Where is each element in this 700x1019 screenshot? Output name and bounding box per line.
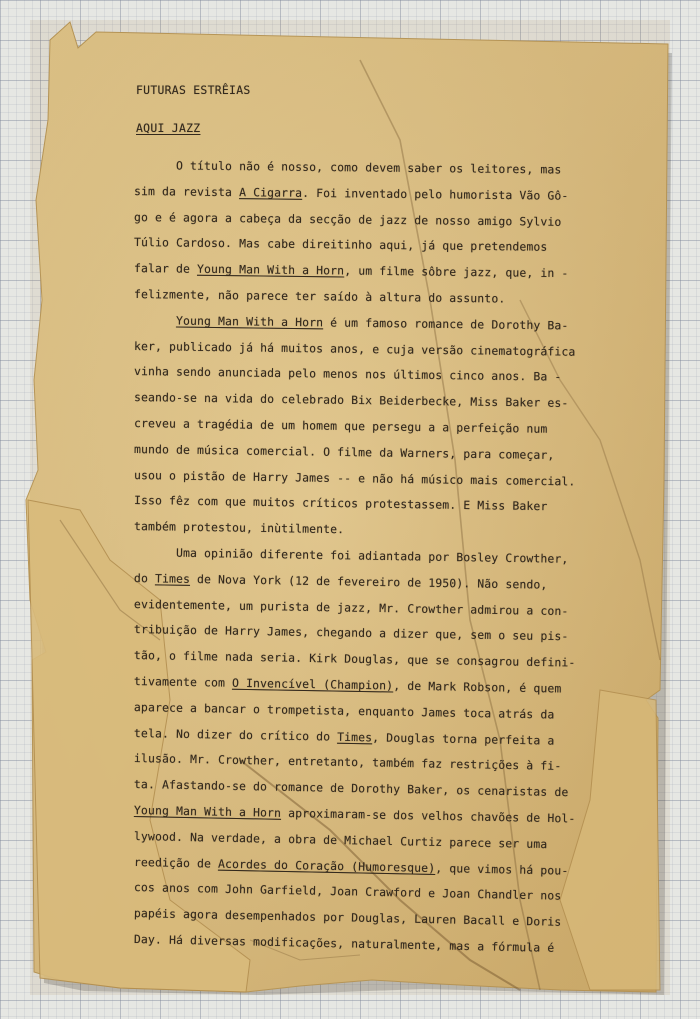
line-text: Túlio Cardoso. Mas cabe direitinho aqui, já que pretendemos [133,235,548,255]
line-text: tela. No dizer do crítico do [133,725,338,744]
text-line [134,674,562,695]
text-line [134,571,548,592]
underlined-title: O Invencível (Champion) [231,675,394,693]
text-line [134,390,569,410]
text-line [134,751,562,773]
line-text: Isso fêz com que muitos críticos protestassem. E Miss Baker [133,493,548,514]
text-line [134,545,569,566]
line-text: felizmente, não parece ter saído à altura do assunto. [133,287,506,306]
line-text: , de Mark Robson, é quem [393,678,562,696]
underlined-title: Acordes do Coração (Humoresque) [217,856,436,875]
text-line [134,519,344,536]
text-line [134,313,569,332]
line-text: de Nova York (12 de fevereiro de 1950). Não sendo, [189,571,548,592]
line-text: ilusão. Mr. Crowther, entretanto, também faz restrições à fi- [133,751,562,774]
text-line [134,261,569,280]
line-text: , que vimos há pou- [435,860,569,878]
underlined-title: Times [337,729,373,744]
line-text: , um filme sôbre jazz, que, in - [344,263,569,281]
line-text: sim da revista [133,183,240,199]
text-line [134,777,569,799]
line-text: falar de [133,261,198,276]
text-line [134,700,555,721]
text-line [134,468,576,488]
line-text: lywood. Na verdade, a obra de Michael Curtiz parece ser uma [133,828,548,851]
line-text: é um famoso romance de Dorothy Ba- [323,315,569,333]
line-text: evidentemente, um purista de jazz, Mr. Crowther admirou a con- [133,596,569,618]
line-text: tão, o filme nada seria. Kirk Douglas, que se consagrou defini- [133,648,576,670]
article-title: AQUI JAZZ [136,121,201,135]
text-line [134,829,548,851]
underlined-title: Young Man With a Horn [196,261,345,278]
text-line [134,442,555,462]
text-line [134,235,548,254]
text-line [134,726,555,748]
text-line [134,880,562,903]
line-text: cos anos com John Garfield, Joan Crawford e Joan Chandler nos [133,880,562,904]
line-text: aproximaram-se dos velhos chavões de Hol- [281,805,576,826]
line-text: ta. Afastando-se do romance de Dorothy Baker, os cenaristas de [133,777,569,800]
text-line [134,803,576,825]
text-line [134,416,548,436]
line-text: ker, publicado já há muitos anos, e cuja versão cinematográfica [133,338,576,359]
underlined-title: Young Man With a Horn [175,313,324,330]
line-text: também protestou, inùtilmente. [133,519,345,537]
line-text: vinha sendo anunciada pelo menos nos últimos cinco anos. Ba - [133,364,562,385]
underlined-title: A Cigarra [239,184,303,200]
text-line [134,855,569,878]
text-line [134,493,548,513]
line-text: O título não é nosso, como devem saber os leitores, mas [133,158,562,177]
text-line [134,210,562,229]
line-text: mundo de música comercial. O filme da Warners, para começar, [133,441,555,462]
line-text: creveu a tragédia de um homem que persegu a a perfeição num [133,416,548,436]
line-text [134,313,176,328]
line-text: tribuição de Harry James, chegando a dizer que, sem o seu pis- [133,622,569,644]
line-text: papéis agora desempenhados por Douglas, Lauren Bacall e Doris [133,906,562,929]
line-text: , Douglas torna perfeita a [372,729,555,748]
text-line [134,932,555,955]
line-text: Uma opinião diferente foi adiantada por Bosley Crowther, [133,545,569,566]
text-line [134,184,569,203]
line-text: go e é agora a cabeça da secção de jazz de nosso amigo Sylvio [133,209,562,229]
line-text: usou o pistão de Harry James -- e não há músico mais comercial. [133,467,576,489]
text-line [134,287,506,306]
underlined-title: Times [154,571,191,586]
section-heading: FUTURAS ESTRÊIAS [136,83,251,97]
line-text: aparece a bancar o trompetista, enquanto James toca atrás da [133,699,555,722]
text-line [134,648,576,670]
line-text: Day. Há diversas modificações, naturalmente, mas a fórmula é [133,932,555,955]
line-text: tivamente com [133,674,233,690]
text-line [134,906,562,929]
text-line [134,364,562,384]
text-line [134,622,569,643]
line-text: do [133,570,156,586]
underlined-title: Young Man With a Horn [133,803,282,820]
line-text: . Foi inventado pelo humorista Vão Gô- [302,185,569,203]
line-text: reedição de [133,854,219,871]
text-line [134,339,576,359]
text-line [134,158,562,176]
line-text: seando-se na vida do celebrado Bix Beiderbecke, Miss Baker es- [133,390,569,411]
text-line [134,597,569,618]
